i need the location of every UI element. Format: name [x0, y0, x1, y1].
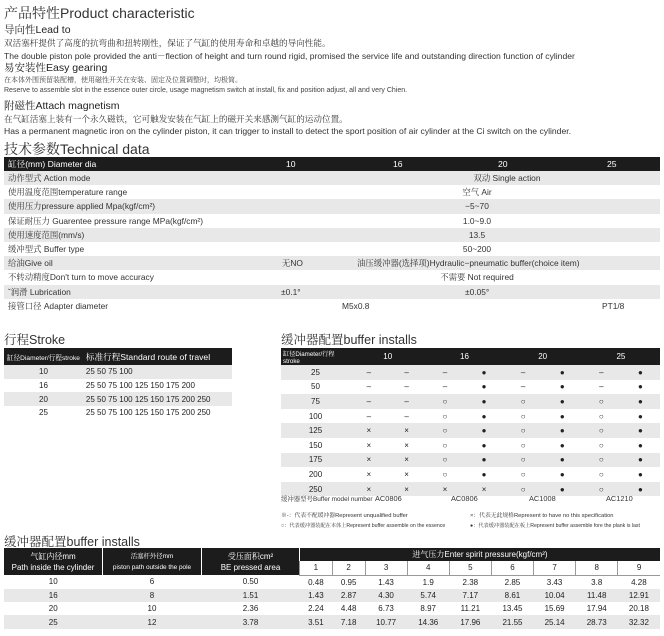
buffer-bore-16: 16 [460, 352, 469, 361]
pressure-value: 17.94 [586, 604, 607, 614]
accuracy-value: 不需要 Not required [440, 272, 514, 283]
buffer-bore-10: 10 [383, 352, 393, 361]
buffer-cell: ● [559, 396, 565, 406]
tech-row [4, 185, 660, 199]
gearing-cn: 在本体外围预留装配槽，使用磁性开关在安装、固定及位置调整时，均极简。 [4, 77, 242, 84]
table-row [4, 589, 660, 602]
pressure-value: 32.32 [628, 617, 649, 627]
stroke-bore: 25 [39, 408, 48, 418]
pressure-value: 5.74 [420, 591, 436, 601]
buffer-note-4: ●：代表缓冲器装配在板上Represent buffer assemble fore the plank is last [470, 523, 640, 529]
pressure-value: 12.91 [628, 591, 649, 601]
oil-label: 给油Give oil [8, 258, 53, 269]
pressure-bore: 25 [48, 617, 58, 627]
tech-row-value: −5~70 [465, 201, 489, 212]
tech-row [4, 171, 660, 185]
pressure-value: 10.77 [376, 617, 397, 627]
pressure-level: 2 [332, 561, 365, 575]
tech-row-value: 空气 Air [462, 187, 492, 198]
buffer-cell: – [366, 396, 372, 406]
tech-row [4, 199, 660, 213]
table-row [281, 438, 660, 453]
buffer-cell: ● [481, 411, 487, 421]
gearing-en: Reserve to assemble slot in the essence outer circle, usage magnetism switch at install, fix and position adjust, all and very Chien. [4, 87, 408, 94]
buffer-body [281, 365, 660, 496]
buffer-cell: × [404, 455, 409, 465]
buffer-cell: – [404, 396, 409, 406]
buffer-cell: ○ [442, 411, 448, 421]
buffer-cell: × [366, 426, 372, 436]
buffer-cell: ○ [442, 440, 448, 450]
pressure-value: 20.18 [628, 604, 649, 614]
buffer-cell: ● [638, 484, 643, 494]
table-row [281, 365, 660, 380]
pressure-value: 13.45 [502, 604, 523, 614]
magnet-title: 附磁性Attach magnetism [4, 100, 120, 112]
buffer-cell: × [404, 484, 409, 494]
tech-bore-10: 10 [286, 159, 296, 169]
buffer-cell: ● [481, 455, 487, 465]
pressure-value: 0.95 [340, 577, 357, 587]
table-row [4, 365, 232, 379]
pressure-rod: 12 [147, 617, 157, 627]
pressure-value: 4.30 [378, 591, 394, 601]
buffer-stroke: 175 [308, 455, 323, 465]
pressure-value: 21.55 [502, 617, 523, 627]
lead-en: The double piston pole provided the anti－flection of height and turn round rigid, promised the service life and outstanding direction function of cylinder [4, 51, 575, 61]
pressure-value: 3.8 [591, 577, 603, 587]
buffer-cell: ● [638, 455, 643, 465]
buffer-cell: ● [559, 484, 565, 494]
buffer-cell: ○ [442, 455, 448, 465]
stroke-bore: 20 [39, 394, 48, 404]
pressure-col-area-cn: 受压面积cm² [227, 551, 274, 561]
pressure-level: 7 [534, 561, 576, 575]
buffer-note-2: ×：代表无此规格Represent to have no this specification [470, 513, 614, 519]
buffer-cell: – [599, 382, 604, 392]
tech-header-row [4, 157, 660, 171]
buffer-cell: ● [481, 382, 487, 392]
buffer-stroke: 200 [308, 469, 323, 479]
table-row [281, 453, 660, 468]
pressure-value: 1.43 [378, 577, 394, 587]
tech-header-label: 缸径(mm) Diameter dia [8, 159, 97, 169]
buffer-cell: ● [481, 426, 487, 436]
tech-row [4, 214, 660, 228]
product-title: 产品特性Product characteristic [4, 5, 195, 21]
stroke-bore: 10 [39, 367, 48, 377]
buffer-stroke: 125 [308, 426, 323, 436]
buffer-cell: × [481, 484, 487, 494]
pressure-value: 28.73 [586, 617, 607, 627]
buffer-cell: × [442, 484, 448, 494]
pressure-value: 8.97 [420, 604, 436, 614]
table-row [281, 423, 660, 438]
table-row [281, 409, 660, 424]
tech-row-lube [4, 285, 660, 299]
pressure-area: 2.36 [242, 604, 259, 614]
tech-row [4, 228, 660, 242]
buffer-cell: ○ [520, 455, 526, 465]
buffer-cell: ○ [520, 426, 526, 436]
stroke-bore: 16 [39, 381, 48, 391]
pressure-level: 1 [300, 561, 333, 575]
tech-bore-25: 25 [607, 159, 617, 169]
buffer-cell: ● [638, 440, 643, 450]
stroke-routes: 25 50 75 100 125 150 175 200 250 [85, 408, 211, 418]
pressure-value: 3.43 [546, 577, 563, 587]
pressure-col-rod-en: piston path outside the pole [112, 563, 192, 571]
buffer-stroke: 150 [308, 440, 323, 450]
buffer-corner: 缸径Diameter/行程stroke [283, 350, 335, 365]
pressure-value: 6.73 [378, 604, 394, 614]
lead-cn: 双活塞杆提供了高度的抗弯曲和扭转刚性，保证了气缸的使用寿命和卓越的导向性能。 [4, 38, 331, 48]
pressure-value: 25.14 [544, 617, 565, 627]
pressure-value: 15.69 [544, 604, 565, 614]
tech-row-label: 缓冲型式 Buffer type [8, 244, 85, 255]
buffer-cell: × [366, 484, 372, 494]
pressure-table [4, 548, 660, 629]
adapter-label: 接管口径 Adapter diameter [8, 300, 109, 311]
buffer-cell: – [404, 382, 409, 392]
buffer-cell: – [366, 367, 372, 377]
accuracy-label: 不转动精度Don't turn to move accuracy [8, 272, 154, 283]
pressure-level: 6 [491, 561, 533, 575]
buffer-cell: ○ [520, 440, 526, 450]
buffer-cell: ○ [442, 426, 448, 436]
buffer-stroke: 100 [308, 411, 323, 421]
pressure-value: 2.87 [340, 591, 357, 601]
tech-table [4, 157, 660, 313]
pressure-value: 17.96 [460, 617, 481, 627]
pressure-level: 3 [365, 561, 407, 575]
buffer-cell: ● [481, 469, 487, 479]
pressure-level: 5 [449, 561, 491, 575]
buffer-cell: ○ [598, 440, 604, 450]
magnet-en: Has a permanent magnetic iron on the cylinder piston, it can trigger to install to detect the sport position of air cylinder at the Ci switch on the cylinder. [4, 126, 572, 136]
buffer-stroke: 75 [311, 396, 320, 406]
pressure-col-bore-en: Path inside the cylinder [11, 562, 95, 572]
buffer-model: AC1008 [529, 494, 556, 503]
buffer-cell: – [404, 367, 409, 377]
table-row [4, 615, 660, 628]
tech-row-label: 使用压力pressure applied Mpa(kgf/cm²) [8, 201, 156, 212]
buffer-note-3: ○：代表缓冲器装配在本体上Represent buffer assemble on the essence [281, 523, 446, 529]
buffer-cell: × [404, 440, 409, 450]
pressure-value: 2.38 [462, 577, 479, 587]
pressure-value: 0.48 [308, 577, 324, 587]
buffer-stroke: 250 [308, 484, 323, 494]
buffer-cell: ● [638, 469, 643, 479]
stroke-table [4, 348, 232, 420]
stroke-routes: 25 50 75 100 [85, 367, 133, 377]
table-row [4, 406, 232, 420]
pressure-title: 缓冲器配置buffer installs [4, 535, 140, 549]
buffer-cell: ● [481, 367, 487, 377]
pressure-value: 1.9 [422, 577, 434, 587]
buffer-cell: ● [559, 382, 565, 392]
buffer-cell: – [442, 382, 448, 392]
stroke-title: 行程Stroke [4, 333, 66, 347]
pressure-area: 3.78 [242, 617, 259, 627]
tech-row-oil [4, 256, 660, 270]
buffer-cell: ○ [598, 426, 604, 436]
pressure-value: 14.36 [418, 617, 439, 627]
buffer-cell: × [404, 469, 409, 479]
buffer-cell: ● [481, 396, 487, 406]
buffer-cell: × [366, 440, 372, 450]
buffer-cell: – [366, 382, 372, 392]
pressure-value: 10.04 [544, 591, 565, 601]
tech-row-value: 双动 Single action [473, 173, 541, 184]
table-row [281, 380, 660, 395]
buffer-cell: ○ [442, 469, 448, 479]
gearing-title: 易安装性Easy gearing [4, 62, 108, 74]
buffer-stroke: 25 [311, 367, 320, 377]
buffer-cell: ● [638, 426, 643, 436]
tech-row-label: 使用速度范围(mm/s) [8, 229, 85, 240]
pressure-col-bore-cn: 气缸内径mm [30, 551, 76, 561]
pressure-col-rod-cn: 活塞杆外径mm [130, 552, 174, 560]
table-row [4, 602, 660, 615]
buffer-cell: ● [559, 469, 565, 479]
pressure-value: 11.21 [460, 604, 481, 614]
tech-bore-20: 20 [498, 159, 508, 169]
adapter-value-2: PT1/8 [602, 300, 625, 311]
adapter-value-1: M5x0.8 [342, 300, 370, 311]
buffer-note-1: ※-：代表不配缓冲器Represent unqualified buffer [281, 513, 408, 519]
pressure-group: 进气压力Enter spirit pressure(kgf/cm²) [300, 548, 661, 561]
stroke-col-routes: 标准行程Standard route of travel [85, 351, 211, 362]
tech-row-label: 保证耐压力 Guarentee pressure range MPa(kgf/cm²) [8, 215, 204, 226]
table-row [281, 467, 660, 482]
buffer-cell: × [366, 455, 372, 465]
buffer-cell: ○ [598, 469, 604, 479]
buffer-cell: – [442, 367, 448, 377]
buffer-model: AC0806 [451, 494, 478, 503]
pressure-value: 1.43 [308, 591, 324, 601]
lube-label: ˇ润滑 Lubrication [8, 286, 71, 297]
tech-row-adapter [4, 299, 660, 313]
buffer-cell: ● [559, 455, 565, 465]
tech-row-value: 13.5 [468, 229, 486, 240]
buffer-bore-25: 25 [616, 352, 626, 361]
oil-no: 无NO [282, 258, 303, 269]
buffer-title: 缓冲器配置buffer installs [281, 333, 417, 347]
pressure-value: 2.85 [504, 577, 521, 587]
pressure-col-area-en: BE pressed area [220, 562, 281, 572]
buffer-cell: – [520, 382, 526, 392]
buffer-cell: ○ [442, 396, 448, 406]
pressure-body [4, 575, 660, 629]
buffer-stroke: 50 [311, 382, 320, 392]
buffer-cell: × [366, 469, 372, 479]
buffer-cell: ○ [598, 411, 604, 421]
buffer-bore-20: 20 [538, 352, 548, 361]
stroke-col-bore: 缸径Diameter/行程stroke [7, 354, 80, 362]
pressure-value: 11.48 [587, 591, 607, 601]
pressure-col-rod [103, 548, 202, 575]
buffer-cell: ○ [598, 484, 604, 494]
tech-row-label: 使用温度范围temperature range [8, 187, 128, 198]
buffer-cell: ○ [520, 484, 526, 494]
buffer-model: AC1210 [606, 494, 633, 503]
pressure-bore: 10 [48, 577, 58, 587]
buffer-cell: ● [559, 426, 565, 436]
table-row [281, 394, 660, 409]
pressure-area: 0.50 [242, 577, 259, 587]
tech-row-accuracy [4, 270, 660, 284]
buffer-cell: ● [481, 440, 487, 450]
lube-value-1: ±0.1° [281, 286, 301, 297]
buffer-cell: – [366, 411, 372, 421]
pressure-bore: 16 [48, 591, 58, 601]
pressure-value: 4.28 [631, 577, 647, 587]
buffer-cell: ○ [520, 411, 526, 421]
buffer-cell: ○ [598, 455, 604, 465]
buffer-cell: ○ [598, 396, 604, 406]
tech-title: 技术参数Technical data [4, 141, 150, 157]
table-row [4, 575, 660, 589]
buffer-cell: – [599, 367, 604, 377]
buffer-cell: ● [638, 396, 643, 406]
pressure-value: 2.24 [308, 604, 324, 614]
buffer-table [281, 348, 660, 496]
stroke-routes: 25 50 75 100 125 150 175 200 250 [85, 394, 211, 404]
pressure-col-bore [4, 548, 103, 575]
lube-value-2: ±0.05° [465, 286, 490, 297]
buffer-cell: ● [559, 367, 565, 377]
pressure-rod: 8 [149, 591, 155, 601]
tech-row [4, 242, 660, 256]
pressure-value: 8.61 [504, 591, 521, 601]
lead-title: 导向性Lead to [4, 24, 71, 36]
pressure-bore: 20 [48, 604, 58, 614]
tech-row-value: 1.0~9.0 [462, 215, 492, 226]
oil-choice: 油压缓冲器(选择项)Hydraulic−pneumatic buffer(choice item) [357, 258, 580, 269]
tech-bore-16: 16 [393, 159, 403, 169]
pressure-value: 4.48 [340, 604, 357, 614]
buffer-cell: ● [638, 367, 643, 377]
pressure-value: 7.18 [340, 617, 357, 627]
buffer-cell: ● [559, 440, 565, 450]
buffer-model-label: 缓冲器型号Buffer model number [281, 496, 373, 503]
buffer-cell: × [404, 426, 409, 436]
tech-row-value: 50~200 [462, 244, 492, 255]
buffer-cell: ● [559, 411, 565, 421]
buffer-cell: ● [638, 382, 643, 392]
buffer-cell: ○ [520, 469, 526, 479]
pressure-rod: 10 [147, 604, 157, 614]
pressure-area: 1.51 [242, 591, 259, 601]
pressure-level: 8 [576, 561, 618, 575]
table-row [4, 379, 232, 393]
buffer-cell: – [520, 367, 526, 377]
pressure-value: 7.17 [462, 591, 479, 601]
pressure-col-area [202, 548, 300, 575]
pressure-rod: 6 [149, 577, 155, 587]
buffer-cell: ● [638, 411, 643, 421]
tech-row-label: 动作型式 Action mode [8, 173, 91, 184]
buffer-cell: – [404, 411, 409, 421]
buffer-cell: ○ [520, 396, 526, 406]
magnet-cn: 在气缸活塞上装有一个永久磁铁，它可触发安装在气缸上的磁开关来感测气缸的运动位置。 [4, 114, 348, 124]
pressure-level: 4 [407, 561, 449, 575]
buffer-model: AC0806 [375, 494, 402, 503]
stroke-routes: 25 50 75 100 125 150 175 200 [85, 381, 195, 391]
pressure-level: 9 [618, 561, 660, 575]
table-row [4, 392, 232, 406]
pressure-value: 3.51 [308, 617, 324, 627]
